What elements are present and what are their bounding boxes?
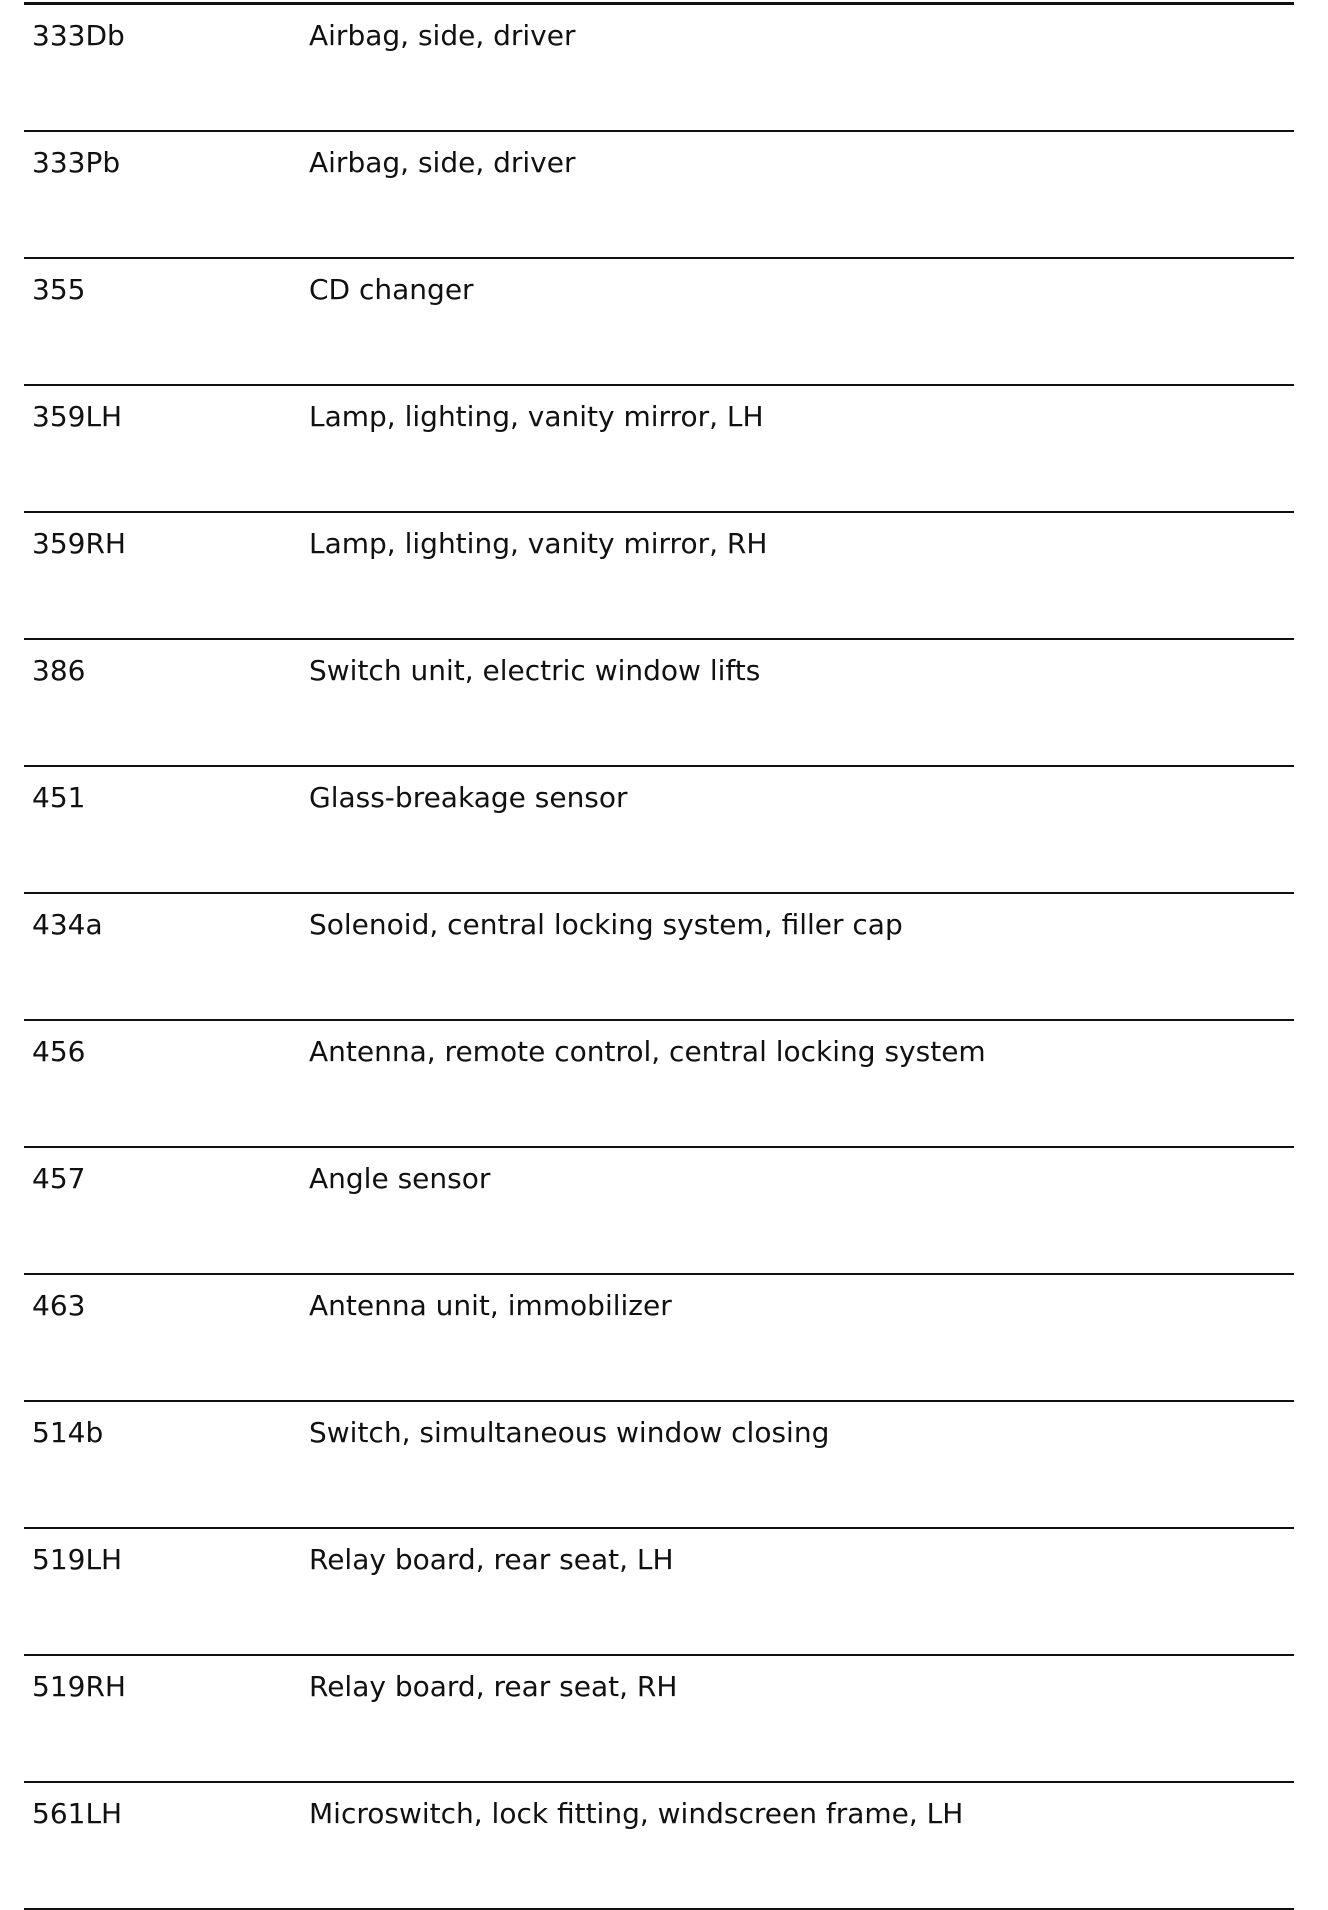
component-description: Glass-breakage sensor	[309, 781, 628, 814]
component-code: 561LH	[32, 1797, 123, 1830]
component-code: 333Db	[32, 19, 125, 52]
component-code: 359RH	[32, 527, 126, 560]
component-description: Solenoid, central locking system, filler cap	[309, 908, 903, 941]
component-description: Angle sensor	[309, 1162, 491, 1195]
component-code: 463	[32, 1289, 86, 1322]
component-description: Relay board, rear seat, RH	[309, 1670, 678, 1703]
component-description: Switch, simultaneous window closing	[309, 1416, 830, 1449]
component-code: 456	[32, 1035, 86, 1068]
component-code: 386	[32, 654, 86, 687]
component-description: CD changer	[309, 273, 474, 306]
component-code: 519LH	[32, 1543, 123, 1576]
component-code: 434a	[32, 908, 103, 941]
component-code: 451	[32, 781, 86, 814]
component-code: 514b	[32, 1416, 104, 1449]
component-table	[24, 2, 1294, 1910]
table-row	[24, 767, 1294, 894]
table-row	[24, 5, 1294, 132]
table-row	[24, 513, 1294, 640]
table-row	[24, 1275, 1294, 1402]
table-row	[24, 894, 1294, 1021]
table-row	[24, 259, 1294, 386]
component-description: Antenna unit, immobilizer	[309, 1289, 672, 1322]
component-code: 457	[32, 1162, 86, 1195]
table-row	[24, 1656, 1294, 1783]
component-description: Lamp, lighting, vanity mirror, LH	[309, 400, 764, 433]
component-code: 359LH	[32, 400, 123, 433]
table-row	[24, 1021, 1294, 1148]
table-row	[24, 1783, 1294, 1910]
component-description: Lamp, lighting, vanity mirror, RH	[309, 527, 768, 560]
component-description: Antenna, remote control, central locking system	[309, 1035, 986, 1068]
component-description: Airbag, side, driver	[309, 146, 576, 179]
component-description: Switch unit, electric window lifts	[309, 654, 761, 687]
table-row	[24, 1529, 1294, 1656]
table-row	[24, 1148, 1294, 1275]
component-code: 519RH	[32, 1670, 126, 1703]
component-description: Relay board, rear seat, LH	[309, 1543, 674, 1576]
component-code: 333Pb	[32, 146, 121, 179]
table-row	[24, 386, 1294, 513]
component-description: Airbag, side, driver	[309, 19, 576, 52]
table-row	[24, 132, 1294, 259]
table-row	[24, 1402, 1294, 1529]
component-code: 355	[32, 273, 86, 306]
component-description: Microswitch, lock fitting, windscreen frame, LH	[309, 1797, 964, 1830]
table-row	[24, 640, 1294, 767]
